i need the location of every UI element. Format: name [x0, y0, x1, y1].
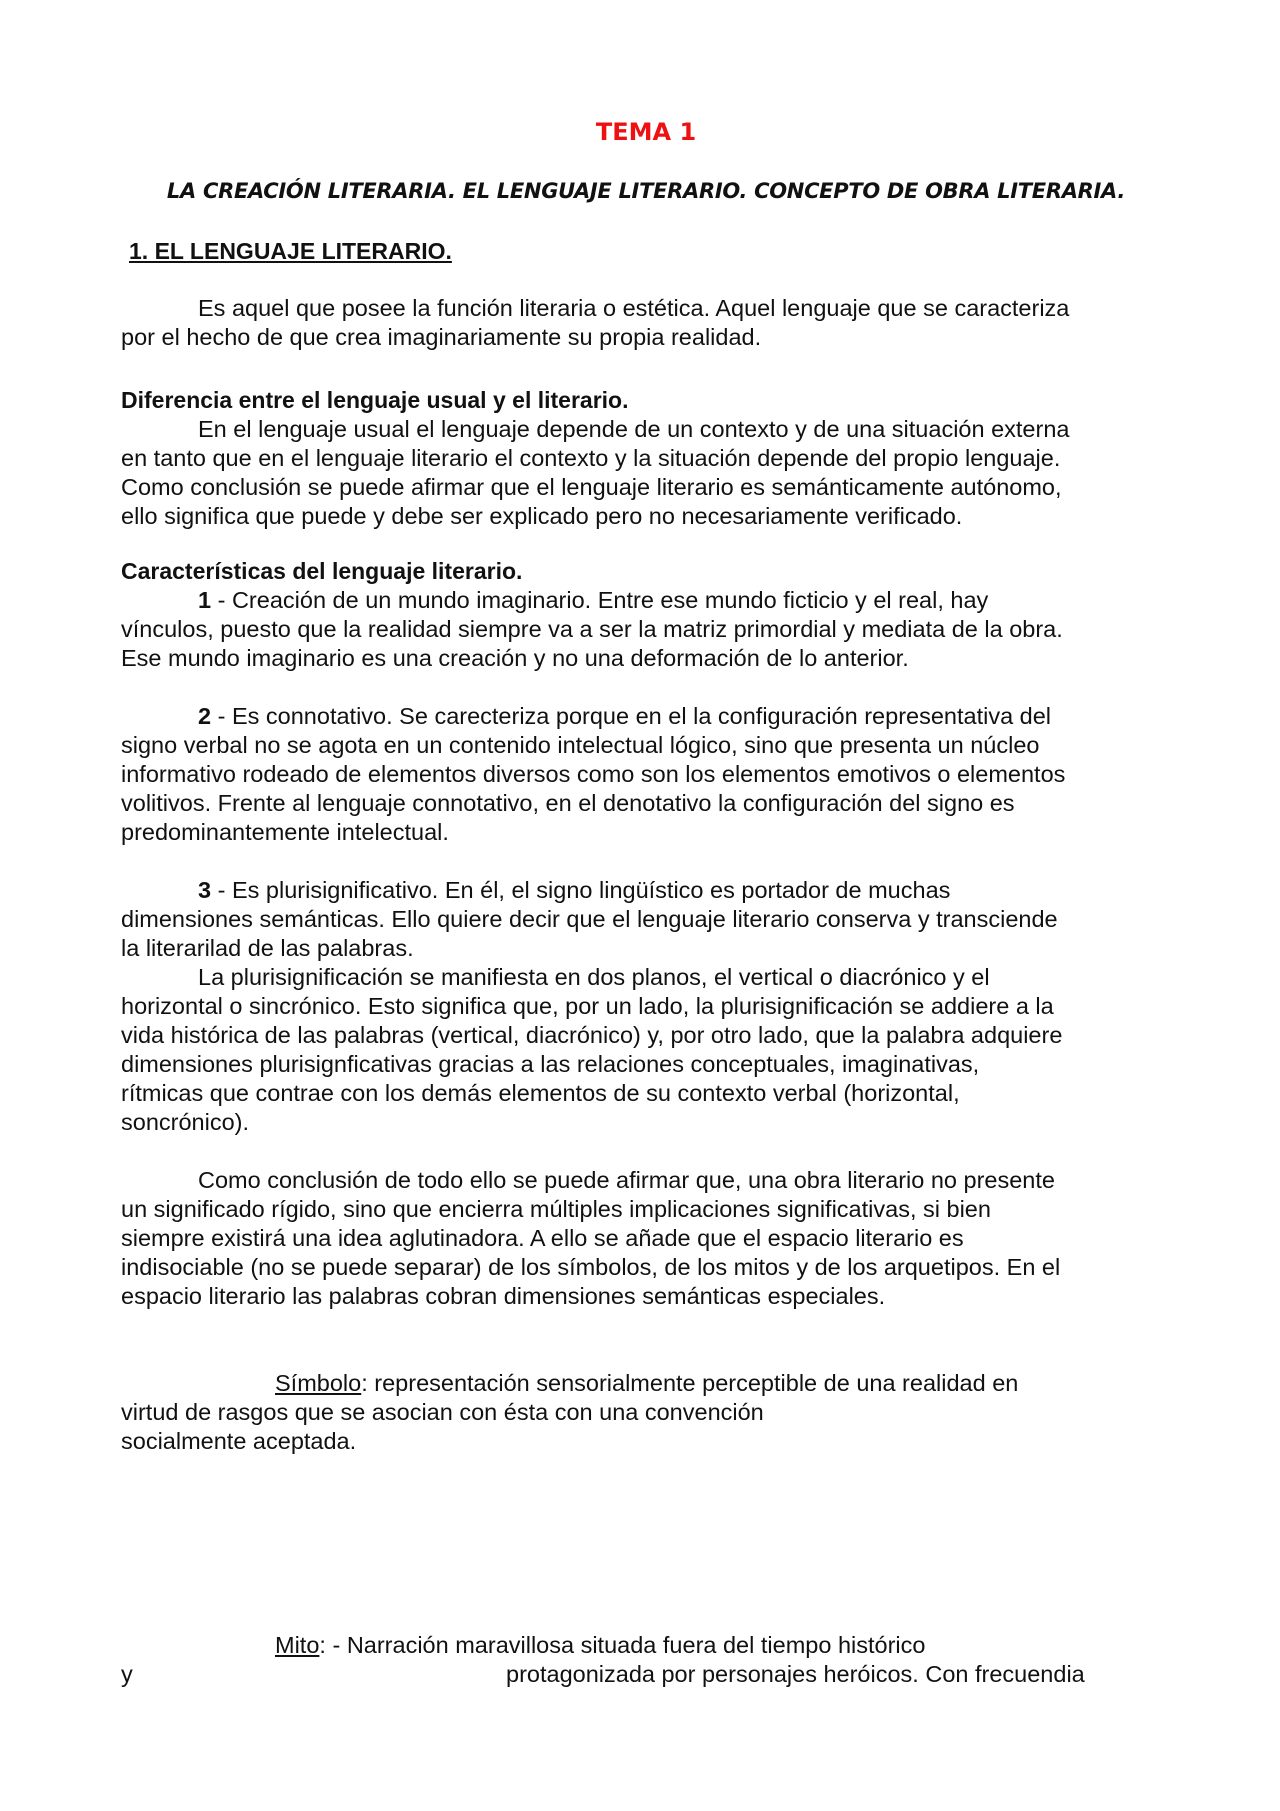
text-line: siempre existirá una idea aglutinadora. A ello se añade que el espacio literario es — [121, 1225, 964, 1251]
subheading: Diferencia entre el lenguaje usual y el literario. — [121, 387, 629, 413]
text-line: predominantemente intelectual. — [121, 819, 449, 845]
text-line: la literarilad de las palabras. — [121, 935, 414, 961]
text-line: indisociable (no se puede separar) de los símbolos, de los mitos y de los arquetipos. En el — [121, 1254, 1061, 1280]
text-line: socialmente aceptada. — [121, 1428, 357, 1454]
text-line: Es aquel que posee la función literaria o estética. Aquel lenguaje que se caracteriza — [198, 295, 1070, 321]
list-item-first-line — [121, 702, 1171, 731]
text-line: espacio literario las palabras cobran dimensiones semánticas especiales. — [121, 1283, 886, 1309]
conclusion-paragraph — [121, 1166, 1171, 1311]
text-line: horizontal o sincrónico. Esto significa que, por un lado, la plurisignificación se addiere a la — [121, 993, 1054, 1019]
text-line: por el hecho de que crea imaginariamente su propia realidad. — [121, 324, 762, 350]
simbolo-paragraph — [121, 1369, 1171, 1456]
text-line: un significado rígido, sino que encierra múltiples implicaciones significativas, si bien — [121, 1196, 991, 1222]
text-line: soncrónico). — [121, 1109, 249, 1135]
text-line: dimensiones plurisignficativas gracias a las relaciones conceptuales, imaginativas, — [121, 1051, 980, 1077]
item-text: - Es plurisignificativo. En él, el signo lingüístico es portador de muchas — [211, 877, 951, 903]
definition-term: Símbolo — [275, 1370, 362, 1396]
item-number: 3 — [198, 877, 212, 903]
item-number: 1 — [198, 587, 212, 613]
intro-paragraph — [121, 294, 1171, 352]
item3-paragraph — [121, 876, 1171, 1137]
document-page — [121, 0, 1171, 1811]
text-line: La plurisignificación se manifiesta en dos planos, el vertical o diacrónico y el — [198, 964, 990, 990]
caracteristicas-paragraph — [121, 557, 1171, 673]
page-subtitle: LA CREACIÓN LITERARIA. EL LENGUAJE LITERARIO. CONCEPTO DE OBRA LITERARIA. — [166, 179, 1126, 203]
definition-text: : - Narración maravillosa situada fuera del tiempo histórico — [319, 1632, 926, 1658]
item-number: 2 — [198, 703, 212, 729]
list-item-first-line — [121, 876, 1171, 905]
text-line: Ese mundo imaginario es una creación y no una deformación de lo anterior. — [121, 645, 909, 671]
text-line: Como conclusión se puede afirmar que el lenguaje literario es semánticamente autónomo, — [121, 474, 1062, 500]
text-line: virtud de rasgos que se asocian con ésta con una convención — [121, 1399, 764, 1425]
text-line: en tanto que en el lenguaje literario el contexto y la situación depende del propio lenguaje. — [121, 445, 1061, 471]
text-line: dimensiones semánticas. Ello quiere decir que el lenguaje literario conserva y transciende — [121, 906, 1058, 932]
text-line: Como conclusión de todo ello se puede afirmar que, una obra literario no presente — [198, 1167, 1055, 1193]
page-title: TEMA 1 — [595, 118, 697, 146]
text-line: vínculos, puesto que la realidad siempre va a ser la matriz primordial y mediata de la obra. — [121, 616, 1063, 642]
diferencia-paragraph — [121, 386, 1171, 531]
definition-term: Mito — [275, 1632, 320, 1658]
definition-first-line — [121, 1631, 1171, 1660]
text-line: volitivos. Frente al lenguaje connotativo, en el denotativo la configuración del signo es — [121, 790, 1015, 816]
text-line: signo verbal no se agota en un contenido intelectual lógico, sino que presenta un núcleo — [121, 732, 1040, 758]
line-start-word: y — [121, 1661, 133, 1687]
text-line: rítmicas que contrae con los demás elementos de su contexto verbal (horizontal, — [121, 1080, 960, 1106]
mito-paragraph — [121, 1631, 1171, 1689]
subheading: Características del lenguaje literario. — [121, 558, 523, 584]
section-heading: 1. EL LENGUAJE LITERARIO. — [129, 238, 452, 264]
line-continuation: protagonizada por personajes heróicos. Con frecuendia — [506, 1661, 1085, 1687]
list-item-first-line — [121, 586, 1171, 615]
text-line: ello significa que puede y debe ser explicado pero no necesariamente verificado. — [121, 503, 963, 529]
text-line: informativo rodeado de elementos diversos como son los elementos emotivos o elementos — [121, 761, 1066, 787]
text-line: vida histórica de las palabras (vertical, diacrónico) y, por otro lado, que la palabra adquiere — [121, 1022, 1063, 1048]
definition-first-line — [121, 1369, 1171, 1398]
item-text: - Es connotativo. Se carecteriza porque en el la configuración representativa del — [211, 703, 1052, 729]
item2-paragraph — [121, 702, 1171, 847]
text-line — [121, 1660, 1171, 1689]
definition-text: : representación sensorialmente perceptible de una realidad en — [361, 1370, 1019, 1396]
item-text: - Creación de un mundo imaginario. Entre ese mundo ficticio y el real, hay — [211, 587, 989, 613]
text-line: En el lenguaje usual el lenguaje depende de un contexto y de una situación externa — [198, 416, 1070, 442]
